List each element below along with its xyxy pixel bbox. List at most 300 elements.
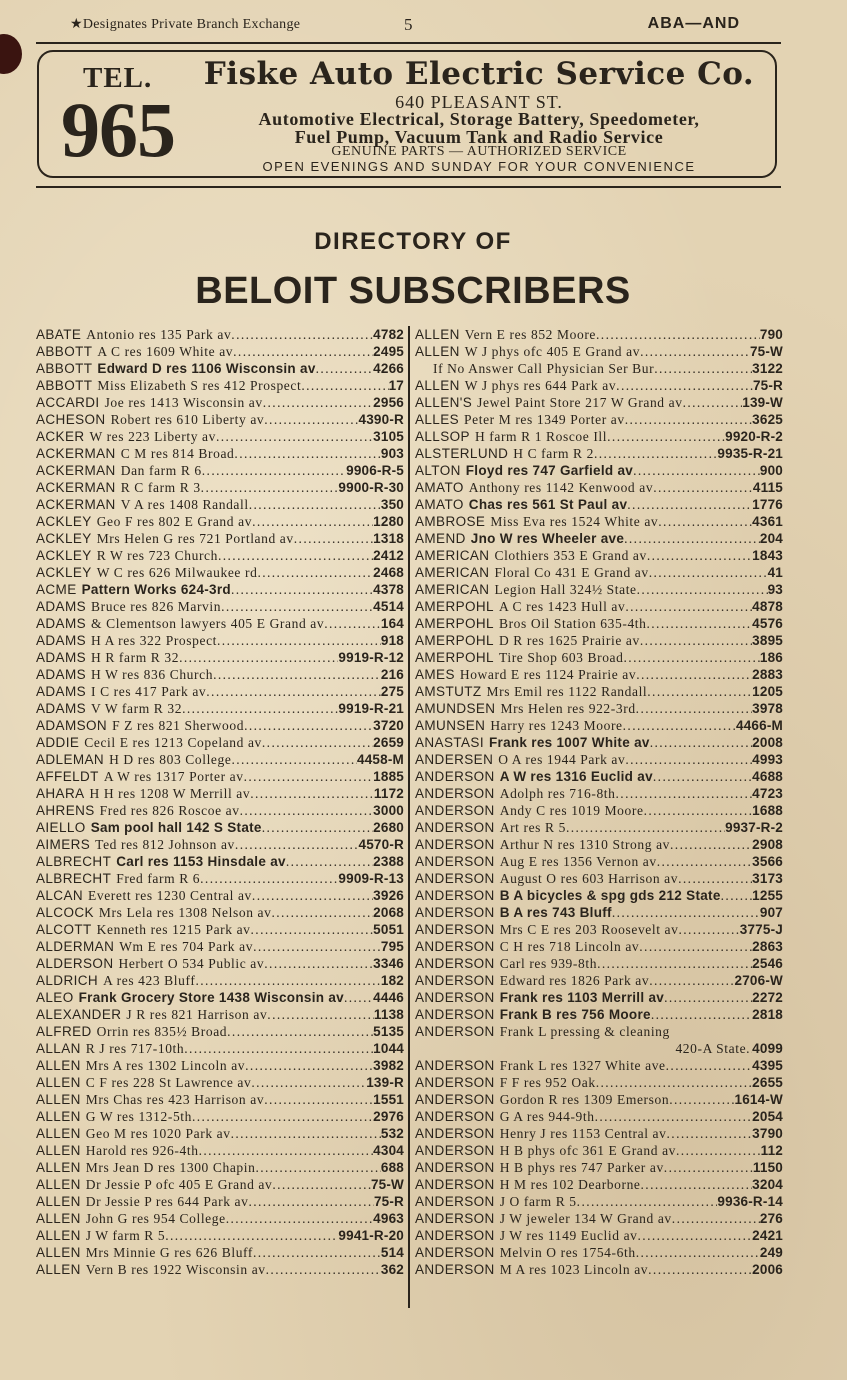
subscriber-details: H B phys res 747 Parker av bbox=[499, 1160, 664, 1175]
subscriber-surname: ANDERSON bbox=[415, 1245, 495, 1260]
subscriber-details: Frank L res 1327 White ave bbox=[499, 1058, 666, 1073]
leader-dots bbox=[257, 564, 373, 581]
listing-entry bbox=[36, 1227, 404, 1244]
listing-entry bbox=[36, 1193, 404, 1210]
listing-entry bbox=[415, 1227, 783, 1244]
leader-dots bbox=[594, 445, 717, 462]
leader-dots bbox=[566, 819, 725, 836]
leader-dots bbox=[636, 700, 752, 717]
subscriber-surname: ADDIE bbox=[36, 735, 80, 750]
listing-entry bbox=[36, 513, 404, 530]
listing-entry bbox=[415, 530, 783, 547]
phone-number: 2272 bbox=[752, 990, 783, 1005]
leader-dots bbox=[200, 870, 338, 887]
subscriber-details: H M res 102 Dearborne bbox=[499, 1177, 641, 1192]
subscriber-details: Fred res 826 Roscoe av bbox=[99, 803, 240, 818]
leader-dots bbox=[612, 904, 760, 921]
leader-dots bbox=[231, 1125, 381, 1142]
subscriber-details: Pattern Works 624-3rd bbox=[81, 582, 231, 597]
ad-address: 640 PLEASANT ST. bbox=[395, 92, 563, 112]
subscriber-details: G W res 1312-5th bbox=[85, 1109, 192, 1124]
phone-number: 9936-R-14 bbox=[717, 1194, 783, 1209]
subscriber-surname: ALLEN bbox=[36, 1092, 81, 1107]
listing-entry bbox=[36, 938, 404, 955]
leader-dots bbox=[639, 938, 752, 955]
leader-dots bbox=[234, 445, 380, 462]
phone-number: 4446 bbox=[373, 990, 404, 1005]
leader-dots bbox=[249, 496, 381, 513]
leader-dots bbox=[253, 1244, 381, 1261]
subscriber-surname: ACKERMAN bbox=[36, 480, 116, 495]
leader-dots bbox=[192, 1108, 373, 1125]
subscriber-surname: ANDERSON bbox=[415, 1126, 495, 1141]
subscriber-details: If No Answer Call Physician Ser Bur bbox=[433, 361, 655, 376]
subscriber-details: J R res 821 Harrison av bbox=[126, 1007, 268, 1022]
subscriber-surname: AMERPOHL bbox=[415, 633, 494, 648]
subscriber-details: Robert res 610 Liberty av bbox=[110, 412, 265, 427]
subscriber-details: F Z res 821 Sherwood bbox=[112, 718, 245, 733]
leader-dots bbox=[216, 428, 373, 445]
leader-dots bbox=[231, 751, 357, 768]
subscriber-details: Aug E res 1356 Vernon av bbox=[499, 854, 657, 869]
subscriber-details: Mrs Helen res 922-3rd bbox=[500, 701, 636, 716]
listing-entry bbox=[36, 462, 404, 479]
subscriber-surname: ANDERSON bbox=[415, 854, 495, 869]
phone-number: 2680 bbox=[373, 820, 404, 835]
subscriber-surname: AHRENS bbox=[36, 803, 95, 818]
phone-number: 1205 bbox=[752, 684, 783, 699]
listing-entry bbox=[415, 1091, 783, 1108]
subscriber-details: Floral Co 431 E Grand av bbox=[494, 565, 649, 580]
leader-dots bbox=[636, 1244, 760, 1261]
listing-entry bbox=[36, 1057, 404, 1074]
listing-entry bbox=[36, 1142, 404, 1159]
leader-dots bbox=[286, 853, 373, 870]
subscriber-details: Clothiers 353 E Grand av bbox=[494, 548, 647, 563]
listing-entry bbox=[36, 547, 404, 564]
listing-entry bbox=[36, 1125, 404, 1142]
leader-dots bbox=[294, 530, 373, 547]
phone-number: 3566 bbox=[752, 854, 783, 869]
phone-number: 2412 bbox=[373, 548, 404, 563]
subscriber-details: W J phys res 644 Park av bbox=[464, 378, 617, 393]
subscriber-surname: ADAMS bbox=[36, 684, 87, 699]
subscriber-details: R W res 723 Church bbox=[96, 548, 218, 563]
subscriber-surname: ANDERSON bbox=[415, 1194, 495, 1209]
phone-number: 1843 bbox=[752, 548, 783, 563]
subscriber-surname: AFFELDT bbox=[36, 769, 99, 784]
phone-number: 795 bbox=[380, 939, 404, 954]
subscriber-surname: ALLES bbox=[415, 412, 460, 427]
subscriber-details: W J phys ofc 405 E Grand av bbox=[464, 344, 641, 359]
listing-entry bbox=[415, 496, 783, 513]
listing-entry bbox=[415, 1074, 783, 1091]
phone-number: 4688 bbox=[752, 769, 783, 784]
subscriber-details: W res 223 Liberty av bbox=[89, 429, 216, 444]
subscriber-surname: ADAMS bbox=[36, 650, 87, 665]
subscriber-surname: ANDERSON bbox=[415, 1160, 495, 1175]
subscriber-surname: ACHESON bbox=[36, 412, 106, 427]
leader-dots bbox=[596, 326, 760, 343]
subscriber-surname: ALLEN bbox=[36, 1160, 81, 1175]
subscriber-surname: ACKLEY bbox=[36, 565, 92, 580]
subscriber-surname: ABBOTT bbox=[36, 378, 93, 393]
listing-entry bbox=[415, 700, 783, 717]
phone-number: 9919-R-21 bbox=[338, 701, 404, 716]
phone-number: 2008 bbox=[752, 735, 783, 750]
page-number: 5 bbox=[404, 15, 413, 34]
phone-number: 4878 bbox=[752, 599, 783, 614]
subscriber-details: H H res 1208 W Merrill av bbox=[89, 786, 251, 801]
subscriber-details: O A res 1944 Park av bbox=[498, 752, 626, 767]
subscriber-details: Carl res 1153 Hinsdale av bbox=[116, 854, 286, 869]
subscriber-surname: ANDERSON bbox=[415, 1058, 495, 1073]
leader-dots bbox=[231, 581, 373, 598]
ad-tel-number: 965 bbox=[61, 86, 175, 173]
leader-dots bbox=[245, 1057, 373, 1074]
listing-entry bbox=[36, 479, 404, 496]
leader-dots bbox=[182, 700, 338, 717]
phone-number: 182 bbox=[380, 973, 404, 988]
subscriber-surname: AMERPOHL bbox=[415, 599, 494, 614]
subscriber-surname: ANDERSON bbox=[415, 1007, 495, 1022]
subscriber-details: & Clementson lawyers 405 E Grand av bbox=[91, 616, 325, 631]
listing-entry bbox=[415, 649, 783, 666]
phone-number: 4570-R bbox=[358, 837, 404, 852]
listing-entry bbox=[36, 887, 404, 904]
subscriber-surname: ALCOTT bbox=[36, 922, 92, 937]
listing-entry bbox=[36, 598, 404, 615]
listing-entry bbox=[36, 700, 404, 717]
leader-dots bbox=[625, 411, 752, 428]
phone-number: 9909-R-13 bbox=[338, 871, 404, 886]
listing-entry bbox=[36, 360, 404, 377]
listing-entry bbox=[36, 394, 404, 411]
listing-entry bbox=[36, 836, 404, 853]
directory-title-line-2: BELOIT SUBSCRIBERS bbox=[195, 270, 631, 312]
listing-entry bbox=[36, 632, 404, 649]
subscriber-details: Geo F res 802 E Grand av bbox=[96, 514, 253, 529]
listing-entry bbox=[415, 428, 783, 445]
subscriber-details: H C farm R 2 bbox=[513, 446, 594, 461]
subscriber-details: H D res 803 College bbox=[109, 752, 232, 767]
leader-dots bbox=[607, 428, 725, 445]
subscriber-details: C M res 814 Broad bbox=[120, 446, 235, 461]
leader-dots bbox=[653, 768, 752, 785]
listing-entry bbox=[36, 1091, 404, 1108]
subscriber-surname: ADAMS bbox=[36, 701, 87, 716]
leader-dots bbox=[165, 1227, 338, 1244]
leader-dots bbox=[647, 547, 752, 564]
subscriber-surname: AMATO bbox=[415, 497, 464, 512]
subscriber-details: Herbert O 534 Public av bbox=[118, 956, 265, 971]
phone-number: 4266 bbox=[373, 361, 404, 376]
leader-dots bbox=[221, 598, 373, 615]
subscriber-details: R J res 717-10th bbox=[85, 1041, 185, 1056]
subscriber-surname: ANDERSON bbox=[415, 786, 495, 801]
listing-entry bbox=[415, 1193, 783, 1210]
leader-dots bbox=[664, 989, 752, 1006]
subscriber-details: C F res 228 St Lawrence av bbox=[85, 1075, 252, 1090]
listing-entry bbox=[415, 326, 783, 343]
phone-number: 4963 bbox=[373, 1211, 404, 1226]
subscriber-surname: ALLEN bbox=[36, 1177, 81, 1192]
subscriber-details: Jewel Paint Store 217 W Grand av bbox=[477, 395, 683, 410]
phone-number: 1776 bbox=[752, 497, 783, 512]
subscriber-details: J W jeweler 134 W Grand av bbox=[499, 1211, 672, 1226]
subscriber-surname: ALSTERLUND bbox=[415, 446, 509, 461]
leader-dots bbox=[624, 649, 760, 666]
subscriber-details: Vern E res 852 Moore bbox=[464, 327, 597, 342]
subscriber-surname: ACKERMAN bbox=[36, 497, 116, 512]
phone-number: 3926 bbox=[373, 888, 404, 903]
phone-number: 4099 bbox=[752, 1041, 783, 1056]
subscriber-details: Mrs Helen G res 721 Portland av bbox=[96, 531, 294, 546]
leader-dots bbox=[271, 904, 373, 921]
leader-dots bbox=[264, 411, 358, 428]
leader-dots bbox=[651, 1006, 752, 1023]
leader-dots bbox=[636, 666, 752, 683]
subscriber-surname: ADAMSON bbox=[36, 718, 108, 733]
phone-number: 1614-W bbox=[734, 1092, 783, 1107]
subscriber-surname: ALLEN bbox=[36, 1262, 81, 1277]
subscriber-details: Ted res 812 Johnson av bbox=[95, 837, 235, 852]
subscriber-details: Tire Shop 603 Broad bbox=[498, 650, 624, 665]
leader-dots bbox=[262, 819, 373, 836]
phone-number: 3346 bbox=[373, 956, 404, 971]
leader-dots bbox=[641, 1176, 753, 1193]
subscriber-details: Bruce res 826 Marvin bbox=[91, 599, 222, 614]
listing-entry bbox=[36, 581, 404, 598]
advertisement-box bbox=[37, 50, 777, 178]
subscriber-surname: ALCAN bbox=[36, 888, 84, 903]
subscriber-surname: AMERICAN bbox=[415, 582, 490, 597]
subscriber-surname: ANDERSON bbox=[415, 956, 495, 971]
subscriber-details: Miss Elizabeth S res 412 Prospect bbox=[97, 378, 302, 393]
subscriber-surname: ANDERSON bbox=[415, 820, 495, 835]
subscriber-details: Arthur N res 1310 Strong av bbox=[499, 837, 671, 852]
leader-dots bbox=[627, 496, 752, 513]
leader-dots bbox=[670, 836, 752, 853]
listing-entry bbox=[415, 632, 783, 649]
phone-number: 688 bbox=[380, 1160, 404, 1175]
phone-number: 4378 bbox=[373, 582, 404, 597]
leader-dots bbox=[264, 955, 373, 972]
subscriber-surname: ALLEN bbox=[415, 378, 460, 393]
leader-dots bbox=[195, 972, 380, 989]
listing-entry bbox=[415, 683, 783, 700]
subscriber-surname: ALCOCK bbox=[36, 905, 94, 920]
listing-entry bbox=[415, 972, 783, 989]
listing-entry bbox=[36, 768, 404, 785]
listing-entry bbox=[415, 1261, 783, 1278]
phone-number: 4361 bbox=[752, 514, 783, 529]
subscriber-details: Fred farm R 6 bbox=[116, 871, 201, 886]
subscriber-surname: ADAMS bbox=[36, 667, 87, 682]
ad-services-line-1: Automotive Electrical, Storage Battery, Speedometer, bbox=[258, 109, 700, 129]
phone-number: 164 bbox=[380, 616, 404, 631]
listing-entry bbox=[36, 377, 404, 394]
listing-entry bbox=[415, 564, 783, 581]
phone-number: 216 bbox=[380, 667, 404, 682]
subscriber-surname: ANDERSON bbox=[415, 1143, 495, 1158]
phone-number: 139-R bbox=[366, 1075, 404, 1090]
phone-number: 9906-R-5 bbox=[346, 463, 404, 478]
listing-entry bbox=[415, 666, 783, 683]
subscriber-surname: ANDERSON bbox=[415, 1262, 495, 1277]
phone-number: 4576 bbox=[752, 616, 783, 631]
subscriber-details: Art res R 5 bbox=[499, 820, 566, 835]
listing-entry bbox=[415, 734, 783, 751]
leader-dots bbox=[649, 972, 734, 989]
leader-dots bbox=[240, 802, 374, 819]
subscriber-details: Mrs Emil res 1122 Randall bbox=[486, 684, 648, 699]
subscriber-surname: ANDERSON bbox=[415, 1024, 495, 1039]
phone-number: 532 bbox=[380, 1126, 404, 1141]
subscriber-surname: ANDERSON bbox=[415, 973, 495, 988]
phone-number: 93 bbox=[767, 582, 783, 597]
phone-number: 75-R bbox=[373, 1194, 404, 1209]
phone-number: 139-W bbox=[742, 395, 783, 410]
leader-dots bbox=[344, 989, 373, 1006]
listing-entry bbox=[415, 394, 783, 411]
phone-number: 3105 bbox=[373, 429, 404, 444]
subscriber-details: J W farm R 5 bbox=[85, 1228, 166, 1243]
leader-dots bbox=[252, 887, 373, 904]
subscriber-surname: ACKLEY bbox=[36, 514, 92, 529]
subscriber-surname: ALTON bbox=[415, 463, 461, 478]
subscriber-details: Andy C res 1019 Moore bbox=[499, 803, 644, 818]
listing-entry bbox=[415, 1176, 783, 1193]
listing-entry bbox=[36, 411, 404, 428]
directory-title-line-1: DIRECTORY OF bbox=[314, 228, 512, 255]
subscriber-surname: AHARA bbox=[36, 786, 85, 801]
listing-entry bbox=[36, 921, 404, 938]
listing-entry bbox=[36, 717, 404, 734]
leader-dots bbox=[263, 394, 373, 411]
subscriber-surname: ANDERSON bbox=[415, 922, 495, 937]
phone-number: 2054 bbox=[752, 1109, 783, 1124]
subscriber-surname: ALDERMAN bbox=[36, 939, 115, 954]
top-rule bbox=[36, 42, 781, 44]
phone-number: 2495 bbox=[373, 344, 404, 359]
subscriber-surname: ACCARDI bbox=[36, 395, 100, 410]
listing-entry bbox=[415, 989, 783, 1006]
subscriber-surname: ABATE bbox=[36, 327, 82, 342]
subscriber-details: Mrs Chas res 423 Harrison av bbox=[85, 1092, 265, 1107]
subscriber-details: Dr Jessie P ofc 405 E Grand av bbox=[85, 1177, 273, 1192]
listing-entry bbox=[36, 751, 404, 768]
subscriber-surname: ALLEN bbox=[36, 1228, 81, 1243]
phone-number: 4466-M bbox=[736, 718, 783, 733]
leader-dots bbox=[253, 938, 381, 955]
subscriber-details: Mrs Jean D res 1300 Chapin bbox=[85, 1160, 256, 1175]
leader-dots bbox=[264, 1091, 373, 1108]
subscriber-surname: ALEO bbox=[36, 990, 74, 1005]
listing-entry bbox=[415, 615, 783, 632]
listing-entry bbox=[415, 1057, 783, 1074]
phone-number: 4395 bbox=[752, 1058, 783, 1073]
phone-number: 3173 bbox=[752, 871, 783, 886]
leader-dots bbox=[218, 547, 373, 564]
listing-entry bbox=[36, 802, 404, 819]
leader-dots bbox=[640, 343, 750, 360]
listing-entry bbox=[36, 870, 404, 887]
subscriber-details: H R farm R 32 bbox=[91, 650, 180, 665]
listing-entry bbox=[415, 360, 783, 377]
subscriber-details: V A res 1408 Randall bbox=[120, 497, 249, 512]
subscriber-details: A W res 1316 Euclid av bbox=[499, 769, 653, 784]
leader-dots bbox=[577, 1193, 718, 1210]
subscriber-details: D R res 1625 Prairie av bbox=[498, 633, 640, 648]
subscriber-details: Carl res 939-8th bbox=[499, 956, 598, 971]
phone-number: 2956 bbox=[373, 395, 404, 410]
subscriber-details: Gordon R res 1309 Emerson bbox=[499, 1092, 670, 1107]
leader-dots bbox=[596, 1074, 752, 1091]
subscriber-details: B A bicycles & spg gds 212 State bbox=[499, 888, 721, 903]
listing-entry bbox=[36, 530, 404, 547]
subscriber-details: Edward D res 1106 Wisconsin av bbox=[97, 361, 316, 376]
subscriber-details: Edward res 1826 Park av bbox=[499, 973, 650, 988]
subscriber-surname: ALLEN bbox=[36, 1211, 81, 1226]
phone-number: 1318 bbox=[373, 531, 404, 546]
subscriber-details: August O res 603 Harrison av bbox=[499, 871, 679, 886]
subscriber-details: Bros Oil Station 635-4th bbox=[498, 616, 647, 631]
subscriber-surname: ACKLEY bbox=[36, 531, 92, 546]
leader-dots bbox=[231, 326, 373, 343]
subscriber-details: John G res 954 College bbox=[85, 1211, 226, 1226]
subscriber-surname: ACKLEY bbox=[36, 548, 92, 563]
subscriber-details: G A res 944-9th bbox=[499, 1109, 595, 1124]
subscriber-surname: ACME bbox=[36, 582, 77, 597]
leader-dots bbox=[637, 581, 768, 598]
leader-dots bbox=[272, 1176, 371, 1193]
right-listing-column bbox=[415, 326, 783, 1278]
listing-entry bbox=[415, 785, 783, 802]
leader-dots bbox=[301, 377, 388, 394]
subscriber-details: H A res 322 Prospect bbox=[91, 633, 218, 648]
subscriber-details: Mrs C E res 203 Roosevelt av bbox=[499, 922, 679, 937]
leader-dots bbox=[251, 921, 374, 938]
leader-dots bbox=[616, 785, 753, 802]
subscriber-surname: ANDERSON bbox=[415, 1177, 495, 1192]
listing-entry bbox=[415, 870, 783, 887]
listing-entry bbox=[415, 1040, 783, 1057]
phone-number: 204 bbox=[759, 531, 783, 546]
phone-number: 514 bbox=[380, 1245, 404, 1260]
subscriber-surname: ANASTASI bbox=[415, 735, 484, 750]
phone-number: 2818 bbox=[752, 1007, 783, 1022]
leader-dots bbox=[324, 615, 381, 632]
subscriber-details: Frank Grocery Store 1438 Wisconsin av bbox=[78, 990, 344, 1005]
subscriber-details: Antonio res 135 Park av bbox=[86, 327, 232, 342]
subscriber-details: V W farm R 32 bbox=[91, 701, 183, 716]
listing-entry bbox=[36, 683, 404, 700]
listing-entry bbox=[415, 819, 783, 836]
subscriber-surname: ANDERSON bbox=[415, 769, 495, 784]
subscriber-details: Orrin res 835½ Broad bbox=[96, 1024, 228, 1039]
subscriber-surname: ALDERSON bbox=[36, 956, 114, 971]
phone-number: 2546 bbox=[752, 956, 783, 971]
subscriber-surname: AMSTUTZ bbox=[415, 684, 482, 699]
leader-dots bbox=[647, 683, 752, 700]
subscriber-details: A W res 1317 Porter av bbox=[103, 769, 244, 784]
leader-dots bbox=[266, 1261, 381, 1278]
subscriber-details: 420-A State bbox=[675, 1041, 747, 1056]
phone-number: 5135 bbox=[373, 1024, 404, 1039]
subscriber-surname: ANDERSON bbox=[415, 1109, 495, 1124]
listing-entry bbox=[415, 1108, 783, 1125]
